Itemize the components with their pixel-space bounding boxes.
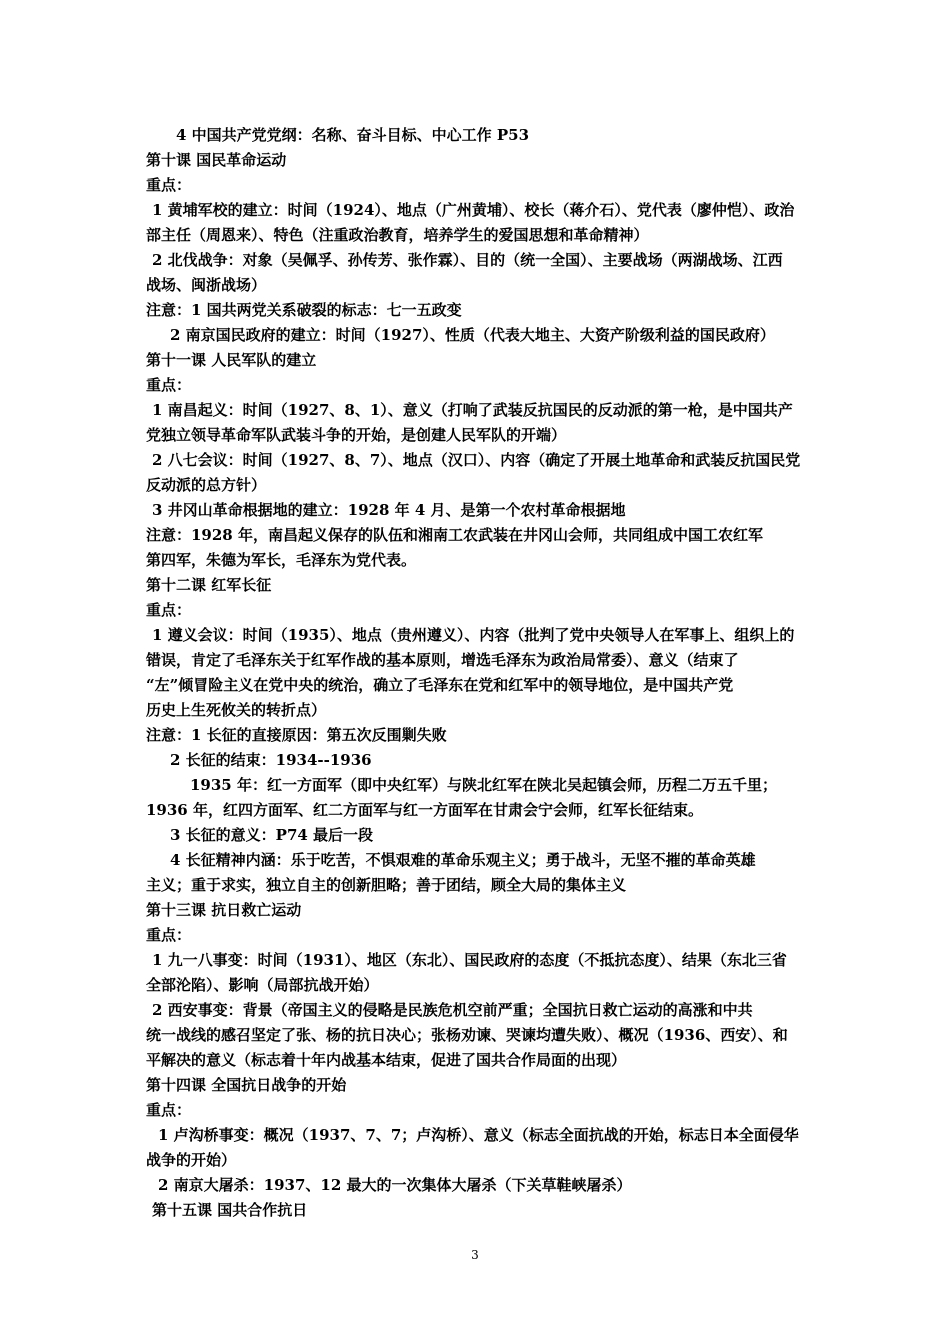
line-zunyi-4: 历史上生死攸关的转折点） [146, 701, 327, 719]
line-long-march-end: 2 长征的结束：1934--1936 [170, 751, 372, 769]
line-1936: 1936 年，红四方面军、红二方面军与红一方面军在甘肃会宁会师，红军长征结束。 [146, 801, 703, 819]
lesson-12-title: 第十二课 红军长征 [146, 576, 272, 594]
line-whampoa-1: 1 黄埔军校的建立：时间（1924）、地点（广州黄埔）、校长（蒋介石）、党代表（廖仲恺）、政治 [152, 201, 795, 219]
lesson-10-title: 第十课 国民革命运动 [146, 151, 287, 169]
line-august7-2: 反动派的总方针） [146, 476, 267, 494]
line-nanchang-2: 党独立领导革命军队武装斗争的开始，是创建人民军队的开端） [146, 426, 567, 444]
line-zunyi-2: 错误，肯定了毛泽东关于红军作战的基本原则，增选毛泽东为政治局常委）、意义（结束了 [146, 651, 739, 669]
line-nanjing-massacre: 2 南京大屠杀：1937、12 最大的一次集体大屠杀（下关草鞋峡屠杀） [158, 1176, 632, 1194]
line-nanjing-government: 2 南京国民政府的建立：时间（1927）、性质（代表大地主、大资产阶级利益的国民政府） [170, 326, 775, 344]
key-points-label: 重点： [146, 926, 192, 944]
key-points-label: 重点： [146, 176, 192, 194]
lesson-11-title: 第十一课 人民军队的建立 [146, 351, 317, 369]
lesson-15-title: 第十五课 国共合作抗日 [152, 1201, 308, 1219]
line-nanchang-1: 1 南昌起义：时间（1927、8、1）、意义（打响了武装反抗国民的反动派的第一枪，是中国共产 [152, 401, 793, 419]
line-long-march-spirit-1: 4 长征精神内涵：乐于吃苦，不惧艰难的革命乐观主义；勇于战斗，无坚不摧的革命英雄 [170, 851, 756, 869]
line-lugouqiao-2: 战争的开始） [146, 1151, 237, 1169]
line-1935: 1935 年：红一方面军（即中央红军）与陕北红军在陕北吴起镇会师，历程二万五千里； [190, 776, 777, 794]
line-xian-1: 2 西安事变：背景（帝国主义的侵略是民族危机空前严重；全国抗日救亡运动的高涨和中共 [152, 1001, 753, 1019]
line-zunyi-3: “左”倾冒险主义在党中央的统治，确立了毛泽东在党和红军中的领导地位，是中国共产党 [146, 676, 734, 694]
line-whampoa-2: 部主任（周恩来）、特色（注重政治教育，培养学生的爱国思想和革命精神） [146, 226, 649, 244]
line-note-1928-2: 第四军，朱德为军长，毛泽东为党代表。 [146, 551, 417, 569]
line-zunyi-1: 1 遵义会议：时间（1935）、地点（贵州遵义）、内容（批判了党中央领导人在军事上、组织上的 [152, 626, 795, 644]
lesson-13-title: 第十三课 抗日救亡运动 [146, 901, 302, 919]
line-long-march-meaning: 3 长征的意义：P74 最后一段 [170, 826, 374, 844]
line-august7-1: 2 八七会议：时间（1927、8、7）、地点（汉口）、内容（确定了开展土地革命和武装反抗国民党 [152, 451, 801, 469]
line-northern-expedition-2: 战场、闽浙战场） [146, 276, 267, 294]
line-note-1928-1: 注意：1928 年，南昌起义保存的队伍和湘南工农武装在井冈山会师，共同组成中国工农红军 [146, 526, 763, 544]
lesson-14-title: 第十四课 全国抗日战争的开始 [146, 1076, 347, 1094]
line-918-2: 全部沦陷）、影响（局部抗战开始） [146, 976, 379, 994]
line-xian-2: 统一战线的感召坚定了张、杨的抗日决心；张杨劝谏、哭谏均遭失败）、概况（1936、西安）、和 [146, 1026, 788, 1044]
key-points-label: 重点： [146, 376, 192, 394]
line-jinggangshan: 3 井冈山革命根据地的建立：1928 年 4 月、是第一个农村革命根据地 [152, 501, 626, 519]
line-918-1: 1 九一八事变：时间（1931）、地区（东北）、国民政府的态度（不抵抗态度）、结果（东北三省 [152, 951, 787, 969]
page-number: 3 [471, 1248, 479, 1262]
line-lugouqiao-1: 1 卢沟桥事变：概况（1937、7、7；卢沟桥）、意义（标志全面抗战的开始，标志日本全面侵华 [158, 1126, 799, 1144]
line-note-long-march-cause: 注意：1 长征的直接原因：第五次反围剿失败 [146, 726, 447, 744]
line-northern-expedition-1: 2 北伐战争：对象（吴佩孚、孙传芳、张作霖）、目的（统一全国）、主要战场（两湖战场、江西 [152, 251, 783, 269]
key-points-label: 重点： [146, 1101, 192, 1119]
line-note-split: 注意：1 国共两党关系破裂的标志：七一五政变 [146, 301, 462, 319]
line-party-program: 4 中国共产党党纲：名称、奋斗目标、中心工作 P53 [176, 126, 530, 144]
line-long-march-spirit-2: 主义；重于求实，独立自主的创新胆略；善于团结，顾全大局的集体主义 [146, 876, 627, 894]
key-points-label: 重点： [146, 601, 192, 619]
line-xian-3: 平解决的意义（标志着十年内战基本结束，促进了国共合作局面的出现） [146, 1051, 627, 1069]
